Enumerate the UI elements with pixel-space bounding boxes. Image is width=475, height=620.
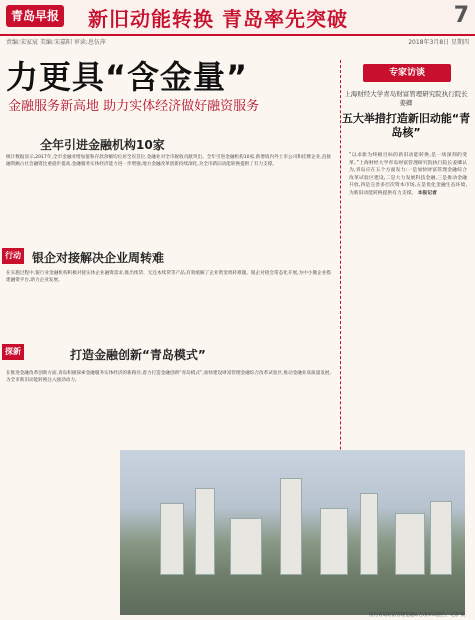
meta-line bbox=[6, 37, 469, 46]
section-2-title: 银企对接解决企业周转难 bbox=[32, 251, 165, 265]
section-3-text: 在推进金融改革创新方面,青岛积极探索金融服务实体经济的新路径,着力打造金融创新“青岛模式”,加快建设财富管理金融综合改革试验区,推动金融业高质量发展,为全市新旧动能转换注入强劲动力。 bbox=[6, 371, 331, 384]
editor-credits: 责编:宋家宸 美编:宋嘉阳 审读:息伍萍 bbox=[6, 39, 106, 46]
photo-caption: 图为青岛财富管理金融综合改革试验区。记者 摄 bbox=[369, 613, 465, 618]
section-2-text: 在实施过程中,银行业金融机构积极对接实体企业融资需求,推出续贷、无还本续贷等产品,有效缓解了企业资金周转难题。银企对接会常态化开展,为中小微企业搭建融资平台,助力企业发展。 bbox=[6, 271, 331, 284]
interview-body: “以求新为终极目标的新旧动能转换,是一场深刻的变革。”上海财经大学青岛财富管理研究院执行院长姜卿认为,青岛应在五个方面发力:一是加快财富管理金融综合改革试验区建设,二是大力发展科技金融,三是推动金融开放,四是完善多层次资本市场,五是优化金融生态环境,为新旧动能转换提供有力支撑。 bbox=[349, 153, 467, 196]
interview-headline: 五大举措打造新旧动能“青岛核” bbox=[341, 112, 471, 139]
section-2-tag: 行动 bbox=[2, 248, 24, 264]
page-number: 7 bbox=[453, 3, 469, 28]
newspaper-logo: 青岛早报 bbox=[6, 5, 64, 27]
headline: 力更具“含金量” bbox=[6, 58, 249, 96]
expert-interview-tag: 专家访谈 bbox=[363, 64, 451, 82]
expert-title: 上海财经大学青岛财富管理研究院执行院长 姜卿 bbox=[344, 90, 468, 107]
interview-byline: 本报记者 bbox=[417, 190, 437, 196]
banner-title: 新旧动能转换 青岛率先突破 bbox=[88, 7, 348, 31]
subheadline: 金融服务新高地 助力实体经济做好融资服务 bbox=[8, 99, 260, 114]
masthead-banner bbox=[0, 0, 475, 36]
city-photo bbox=[120, 450, 465, 615]
section-3-tag: 探新 bbox=[2, 344, 24, 360]
issue-date: 2018年3月8日 星期四 bbox=[408, 39, 469, 46]
section-1-text: 统计数据显示,2017年,全市金融业增加值和存款余额均位居全省首位,金融业对全市税收贡献突出。全年引进金融机构10家,新增境内外上市公司和挂牌企业,直接融资额占社会融资比重稳步提高,金融服务实体经济能力进一步增强,地方金融改革创新持续深化,为全市新旧动能转换提供了有力支撑。 bbox=[6, 155, 331, 168]
section-1-title: 全年引进金融机构10家 bbox=[40, 138, 165, 152]
section-3-title: 打造金融创新“青岛模式” bbox=[70, 348, 206, 362]
